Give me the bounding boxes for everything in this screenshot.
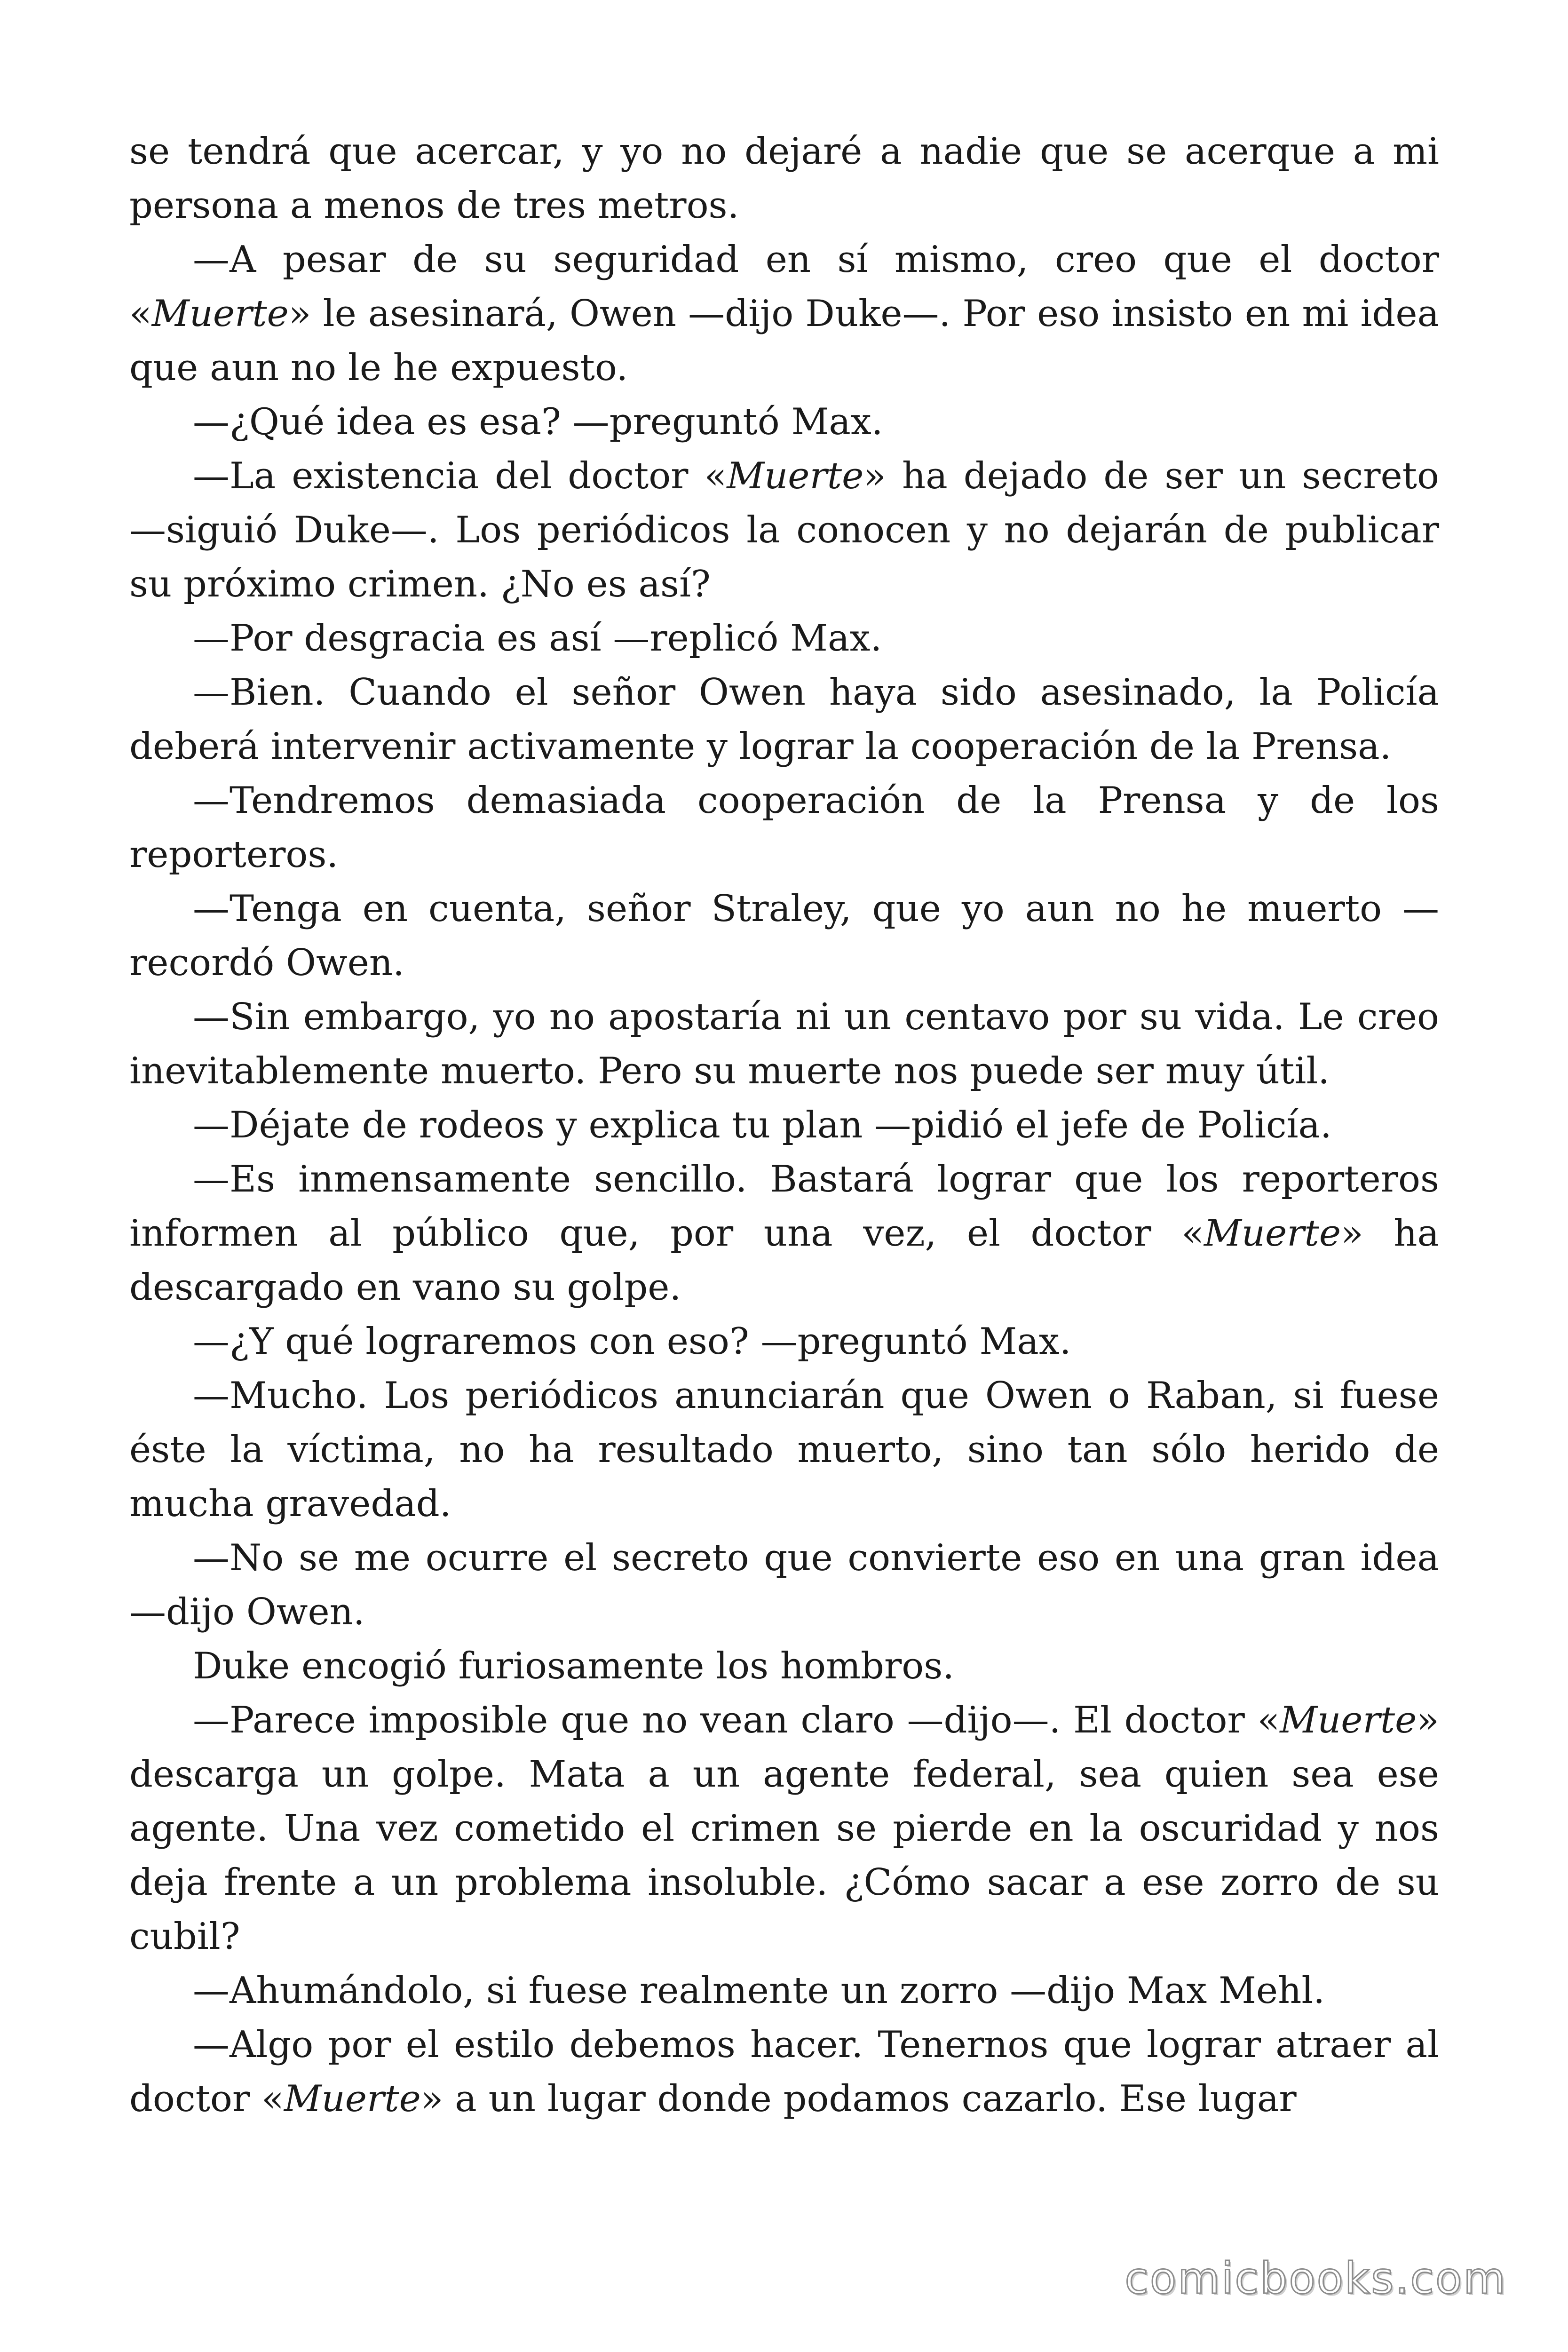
paragraph <box>129 612 1439 666</box>
paragraph <box>129 1315 1439 1369</box>
text-run: » descarga un golpe. Mata a un agente federal, sea quien sea ese agente. Una vez cometido el crimen se pierde en la oscuridad y nos deja frente a un problema insoluble. ¿Cómo sacar a ese zorro de su cubil? <box>129 1699 1439 1958</box>
paragraph <box>129 449 1439 612</box>
paragraph <box>129 1639 1439 1693</box>
paragraph <box>129 774 1439 882</box>
paragraph <box>129 125 1439 233</box>
paragraph <box>129 1369 1439 1531</box>
paragraph <box>129 233 1439 395</box>
text-run: —Déjate de rodeos y explica tu plan —pidió el jefe de Policía. <box>193 1104 1332 1146</box>
text-run: » ha descargado en vano su golpe. <box>129 1212 1439 1309</box>
italic-name: Muerte <box>727 455 864 497</box>
text-run: —Mucho. Los periódicos anunciarán que Owen o Raban, si fuese éste la víctima, no ha resultado muerto, sino tan sólo herido de mucha gravedad. <box>129 1375 1439 1525</box>
italic-name: Muerte <box>151 293 289 335</box>
text-run: —¿Qué idea es esa? —preguntó Max. <box>193 401 883 443</box>
italic-name: Muerte <box>1280 1699 1417 1741</box>
text-run: —Tendremos demasiada cooperación de la Prensa y de los reporteros. <box>129 779 1439 876</box>
text-run: —Bien. Cuando el señor Owen haya sido asesinado, la Policía deberá intervenir activamente y lograr la cooperación de la Prensa. <box>129 671 1439 768</box>
paragraph <box>129 882 1439 990</box>
text-run: —A pesar de su seguridad en sí mismo, creo que el doctor « <box>129 238 1439 335</box>
paragraph <box>129 666 1439 774</box>
text-run: Duke encogió furiosamente los hombros. <box>193 1645 955 1687</box>
text-run: —Algo por el estilo debemos hacer. Tenernos que lograr atraer al doctor « <box>129 2024 1439 2120</box>
paragraph <box>129 395 1439 449</box>
text-run: » ha dejado de ser un secreto —siguió Duke—. Los periódicos la conocen y no dejarán de publicar su próximo crimen. ¿No es así? <box>129 455 1439 605</box>
italic-name: Muerte <box>284 2078 421 2120</box>
italic-name: Muerte <box>1204 1212 1341 1255</box>
text-run: se tendrá que acercar, y yo no dejaré a nadie que se acerque a mi persona a menos de tres metros. <box>129 130 1439 227</box>
text-run: » a un lugar donde podamos cazarlo. Ese lugar <box>420 2078 1297 2120</box>
text-run: —No se me ocurre el secreto que convierte eso en una gran idea —dijo Owen. <box>129 1537 1439 1633</box>
watermark: comicbooks.com <box>1125 2253 1507 2304</box>
paragraph <box>129 2018 1439 2126</box>
text-run: —Parece imposible que no vean claro —dijo—. El doctor « <box>193 1699 1280 1741</box>
text-run: » le asesinará, Owen —dijo Duke—. Por eso insisto en mi idea que aun no le he expuesto. <box>129 293 1439 389</box>
text-run: —La existencia del doctor « <box>193 455 727 497</box>
text-run: —Tenga en cuenta, señor Straley, que yo aun no he muerto —recordó Owen. <box>129 888 1439 984</box>
text-run: —Sin embargo, yo no apostaría ni un centavo por su vida. Le creo inevitablemente muerto. Pero su muerte nos puede ser muy útil. <box>129 996 1439 1092</box>
paragraph <box>129 1693 1439 1964</box>
text-run: —Ahumándolo, si fuese realmente un zorro —dijo Max Mehl. <box>193 1970 1325 2012</box>
paragraph <box>129 1098 1439 1152</box>
paragraph <box>129 990 1439 1098</box>
paragraph <box>129 1531 1439 1639</box>
paragraph <box>129 1152 1439 1315</box>
body-text <box>129 125 1439 2126</box>
paragraph <box>129 1964 1439 2018</box>
text-run: —Es inmensamente sencillo. Bastará lograr que los reporteros informen al público que, por una vez, el doctor « <box>129 1158 1439 1255</box>
text-run: —¿Y qué lograremos con eso? —preguntó Max. <box>193 1320 1071 1363</box>
text-run: —Por desgracia es así —replicó Max. <box>193 617 882 660</box>
